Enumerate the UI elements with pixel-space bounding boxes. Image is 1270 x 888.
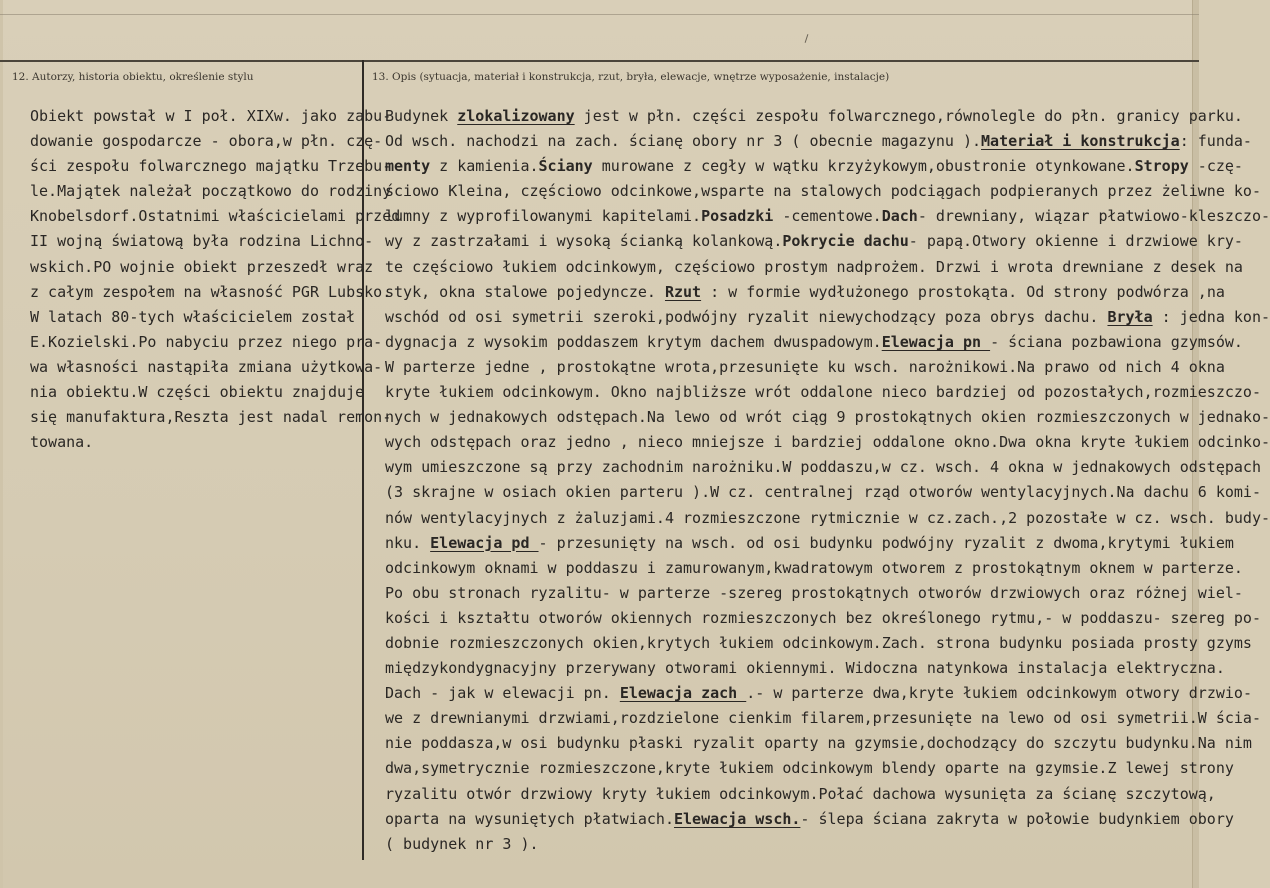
description-line: (3 skrajne w osiach okien parteru ).W cz. centralnej rząd otworów wentylacyjnych.Na dachu 6 komi-	[385, 483, 1261, 502]
description-line: dwa,symetrycznie rozmieszczone,kryte łukiem odcinkowym blendy oparte na gzymsie.Z lewej strony	[385, 759, 1234, 778]
keyword-fundamenty: menty	[385, 157, 431, 176]
description-line: Dach - jak w elewacji pn. Elewacja zach .- w parterze dwa,kryte łukiem odcinkowym otwory drzwio-	[385, 684, 1252, 703]
section-13-heading: 13. Opis (sytuacja, materiał i konstrukcja, rzut, bryła, elewacje, wnętrze wyposażenie, instalacje)	[372, 71, 890, 83]
keyword-sciany: Ściany	[538, 157, 593, 176]
keyword-elewacja-pn: Elewacja pn	[881, 332, 991, 351]
history-line: Obiekt powstał w I poł. XIXw. jako zabu-	[30, 107, 392, 125]
description-line: te częściowo łukiem odcinkowym, częściowo prostym nadprożem. Drzwi i wrota drewniane z desek na	[385, 257, 1243, 276]
description-line: Budynek zlokalizowany jest w płn. części zespołu folwarcznego,równolegle do płn. granicy parku.	[385, 107, 1243, 125]
header-divider	[0, 60, 1199, 62]
description-line: dobnie rozmieszczonych okien,krytych łukiem odcinkowym.Zach. strona budynku posiada prosty gzyms	[385, 633, 1252, 652]
description-line: styk, okna stalowe pojedyncze. Rzut : w formie wydłużonego prostokąta. Od strony podwórza ,na	[385, 282, 1225, 301]
history-line: W latach 80-tych właścicielem został	[30, 307, 356, 326]
description-line: kryte łukiem odcinkowym. Okno najbliższe wrót oddalone nieco bardziej od pozostałych,rozmieszczo-	[385, 383, 1261, 402]
history-line: ści zespołu folwarcznego majątku Trzebu-	[30, 157, 392, 176]
description-line: nku. Elewacja pd - przesunięty na wsch. od osi budynku podwójny ryzalit z dwoma,krytymi łukiem	[385, 533, 1234, 552]
keyword-stropy: Stropy	[1134, 157, 1189, 176]
history-line: z całym zespołem na własność PGR Lubsko.	[30, 282, 392, 301]
description-line: międzykondygnacyjny przerywany otworami okiennymi. Widoczna natynkowa instalacja elektryczna.	[385, 659, 1225, 678]
history-line: dowanie gospodarcze - obora,w płn. czę-	[30, 132, 383, 151]
history-line: wskich.PO wojnie obiekt przeszedł wraz	[30, 257, 374, 276]
description-line: W parterze jedne , prostokątne wrota,przesunięte ku wsch. narożnikowi.Na prawo od nich 4 okna	[385, 357, 1225, 376]
keyword-elewacja-pd: Elewacja pd	[430, 533, 539, 552]
description-line: we z drewnianymi drzwiami,rozdzielone cienkim filarem,przesunięte na lewo od osi symetrii.W ścia-	[385, 709, 1261, 728]
history-line: nia obiektu.W części obiektu znajduje	[30, 383, 365, 402]
keyword-rzut: Rzut	[664, 282, 702, 301]
description-line: wschód od osi symetrii szeroki,podwójny ryzalit niewychodzący poza obrys dachu. Bryła : jedna kon-	[385, 307, 1270, 326]
history-line: Knobelsdorf.Ostatnimi właścicielami przed	[30, 207, 401, 226]
history-line: się manufaktura,Reszta jest nadal remon-	[30, 408, 392, 427]
description-line: Od wsch. nachodzi na zach. ścianę obory nr 3 ( obecnie magazynu ).Materiał i konstrukcja: funda-	[385, 132, 1252, 151]
description-line: lumny z wyprofilowanymi kapitelami.Posadzki -cementowe.Dach- drewniany, wiązar płatwiowo-kleszczo-	[385, 207, 1270, 226]
description-line: kości i kształtu otworów okiennych rozmieszczonych bez określonego rytmu,- w poddaszu- szereg po-	[385, 608, 1261, 627]
keyword-elewacja-wsch: Elewacja wsch.	[673, 809, 801, 828]
description-line: ryzalitu otwór drzwiowy kryty łukiem odcinkowym.Połać dachowa wysunięta za ścianę szczytową,	[385, 784, 1216, 803]
description-line: Po obu stronach ryzalitu- w parterze -szereg prostokątnych otworów drzwiowych oraz różnej wiel-	[385, 583, 1243, 602]
history-line: towana.	[30, 433, 94, 452]
description-line: nie poddasza,w osi budynku płaski ryzalit oparty na gzymsie,dochodzący do szczytu budynku.Na nim	[385, 734, 1252, 753]
description-line: oparta na wysuniętych płatwiach.Elewacja wsch.- ślepa ściana zakryta w połowie budynkiem obory	[385, 809, 1234, 828]
history-line: wa własności nastąpiła zmiana użytkowa-	[30, 357, 383, 376]
description-line: nych w jednakowych odstępach.Na lewo od wrót ciąg 9 prostokątnych okien rozmieszczonych w jednako-	[385, 408, 1270, 427]
keyword-dach: Dach	[881, 207, 918, 226]
history-line: le.Majątek należał początkowo do rodziny	[30, 182, 392, 201]
keyword-elewacja-zach: Elewacja zach	[619, 684, 747, 703]
description-line: wych odstępach oraz jedno , nieco mniejsze i bardziej oddalone okno.Dwa okna kryte łukiem odcinko-	[385, 433, 1270, 452]
keyword-material-konstrukcja: Materiał i konstrukcja	[981, 132, 1180, 151]
description-line: ściowo Kleina, częściowo odcinkowe,wsparte na stalowych podciągach podpieranych przez żeliwne ko-	[385, 182, 1261, 201]
sheet-left-edge	[0, 0, 3, 888]
history-text-column	[30, 104, 400, 455]
history-line: E.Kozielski.Po nabyciu przez niego pra-	[30, 332, 383, 351]
description-line: menty z kamienia.Ściany murowane z cegły w wątku krzyżykowym,obustronie otynkowane.Stropy -czę-	[385, 157, 1243, 176]
keyword-posadzki: Posadzki	[701, 207, 774, 226]
history-line: II wojną światową była rodzina Lichno-	[30, 232, 374, 251]
keyword-zlokalizowany: zlokalizowany	[457, 107, 575, 125]
top-fold-line	[0, 14, 1199, 15]
description-line: ( budynek nr 3 ).	[385, 834, 539, 853]
description-text-column	[385, 104, 1270, 857]
section-12-heading: 12. Autorzy, historia obiektu, określenie stylu	[12, 71, 254, 83]
keyword-bryla: Bryła	[1107, 307, 1153, 326]
description-line: wym umieszczone są przy zachodnim narożniku.W poddaszu,w cz. wsch. 4 okna w jednakowych odstępach	[385, 458, 1261, 477]
description-line: wy z zastrzałami i wysoką ścianką kolankową.Pokrycie dachu- papą.Otwory okienne i drzwiowe kry-	[385, 232, 1243, 251]
description-line: dygnacja z wysokim poddaszem krytym dachem dwuspadowym.Elewacja pn - ściana pozbawiona gzymsów.	[385, 332, 1243, 351]
keyword-pokrycie-dachu: Pokrycie dachu	[782, 232, 909, 251]
description-line: nów wentylacyjnych z żaluzjami.4 rozmieszczone rytmicznie w cz.zach.,2 pozostałe w cz. wsch. budy-	[385, 508, 1270, 527]
description-line: odcinkowym oknami w poddaszu i zamurowanym,kwadratowym otworem z prostokątnym oknem w parterze.	[385, 558, 1243, 577]
